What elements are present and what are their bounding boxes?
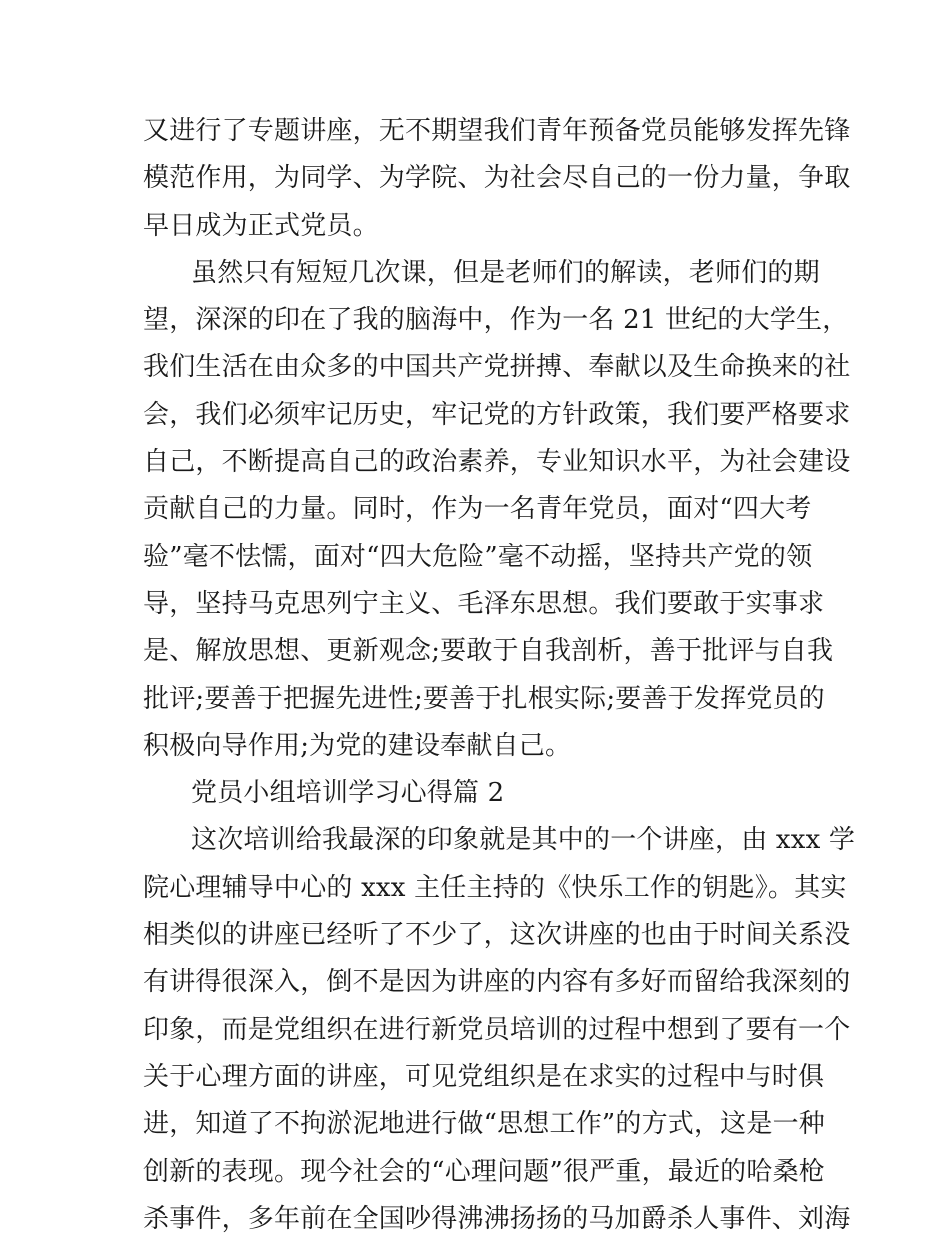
text-line: 关于心理方面的讲座，可见党组织是在求实的过程中与时俱 (143, 1061, 825, 1092)
text-line: 创新的表现。现今社会的“心理问题”很严重，最近的哈桑枪 (143, 1156, 825, 1187)
text-line: 积极向导作用;为党的建设奉献自己。 (143, 730, 572, 761)
text-line: 会，我们必须牢记历史，牢记党的方针政策，我们要严格要求 (143, 399, 851, 430)
text-line: 相类似的讲座已经听了不少了，这次讲座的也由于时间关系没 (143, 920, 851, 951)
text-line: 进，知道了不拘淤泥地进行做“思想工作”的方式，这是一种 (143, 1109, 825, 1140)
text-line: 印象，而是党组织在进行新党员培训的过程中想到了要有一个 (143, 1014, 851, 1045)
text-line: 早日成为正式党员。 (143, 210, 379, 241)
text-line: 是、解放思想、更新观念;要敢于自我剖析，善于批评与自我 (143, 636, 834, 667)
text-line: 杀事件，多年前在全国吵得沸沸扬扬的马加爵杀人事件、刘海 (143, 1203, 851, 1234)
text-line: 贡献自己的力量。同时，作为一名青年党员，面对“四大考 (143, 494, 812, 525)
text-line: 望，深深的印在了我的脑海中，作为一名 21 世纪的大学生， (143, 305, 849, 336)
text-line: 批评;要善于把握先进性;要善于扎根实际;要善于发挥党员的 (143, 683, 825, 714)
text-line: 自己，不断提高自己的政治素养，专业知识水平，为社会建设 (143, 447, 851, 478)
text-line: 有讲得很深入，倒不是因为讲座的内容有多好而留给我深刻的 (143, 967, 851, 998)
text-line: 院心理辅导中心的 xxx 主任主持的《快乐工作的钥匙》。其实 (143, 872, 847, 903)
text-line: 这次培训给我最深的印象就是其中的一个讲座，由 xxx 学 (191, 825, 856, 856)
text-line: 模范作用，为同学、为学院、为社会尽自己的一份力量，争取 (143, 163, 851, 194)
text-line: 虽然只有短短几次课，但是老师们的解读，老师们的期 (191, 257, 820, 288)
text-line: 我们生活在由众多的中国共产党拼搏、奉献以及生命换来的社 (143, 352, 851, 383)
text-line: 验”毫不怯懦，面对“四大危险”毫不动摇，坚持共产党的领 (143, 541, 813, 572)
text-line: 又进行了专题讲座，无不期望我们青年预备党员能够发挥先锋 (143, 116, 851, 146)
text-line: 导，坚持马克思列宁主义、毛泽东思想。我们要敢于实事求 (143, 588, 825, 619)
section-heading: 党员小组培训学习心得篇 2 (191, 778, 505, 809)
document-body (143, 108, 856, 1243)
